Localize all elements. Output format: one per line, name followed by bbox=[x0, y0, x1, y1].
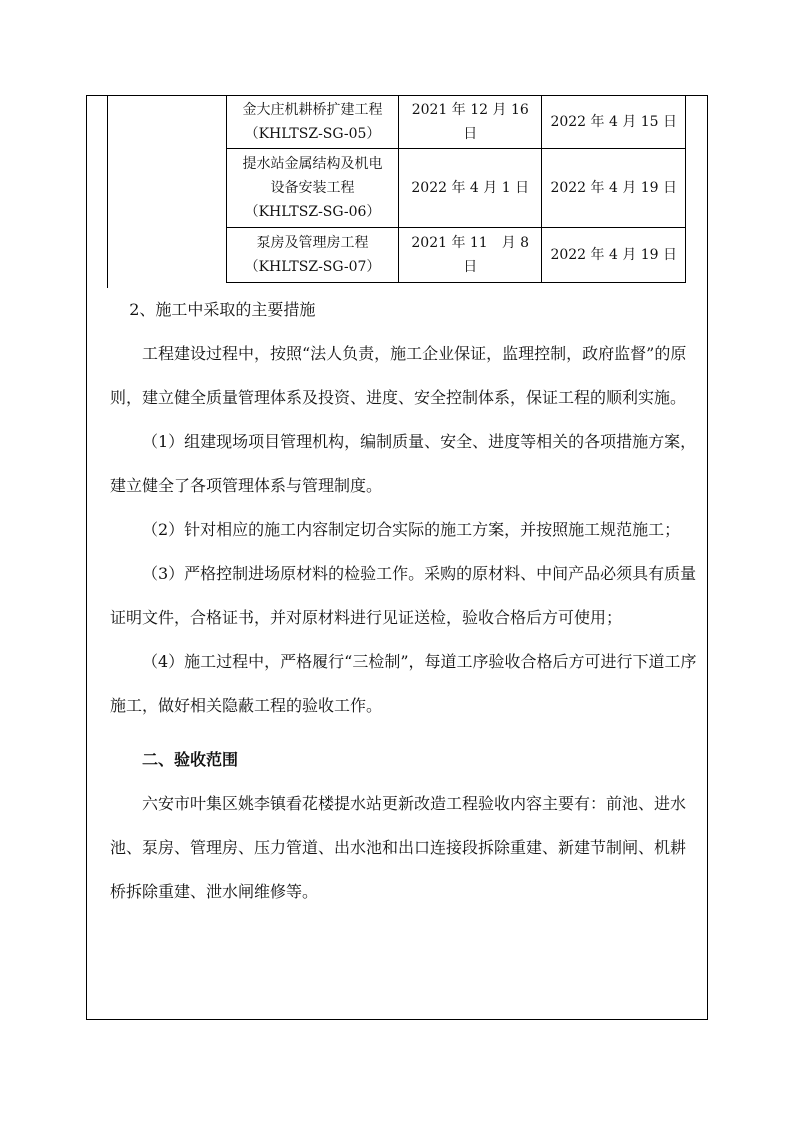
project-code: （KHLTSZ-SG-05） bbox=[244, 126, 381, 142]
measure-item: （4）施工过程中，严格履行“三检制”，每道工序验收合格后方可进行下道工序施工，做好相关隐蔽工程的验收工作。 bbox=[110, 652, 697, 715]
measure-item: （2）针对相应的施工内容制定切合实际的施工方案，并按照施工规范施工； bbox=[142, 520, 681, 539]
project-schedule-table bbox=[226, 95, 686, 283]
measure-item: （1）组建现场项目管理机构，编制质量、安全、进度等相关的各项措施方案，建立健全了各项管理体系与管理制度。 bbox=[110, 432, 697, 495]
project-name-cell bbox=[227, 228, 399, 283]
paragraph: 工程建设过程中，按照“法人负责，施工企业保证，监理控制，政府监督”的原则，建立健全质量管理体系及投资、进度、安全控制体系，保证工程的顺利实施。 bbox=[110, 344, 687, 407]
start-date-cell: 2021 年 11 月 8 日 bbox=[398, 228, 542, 283]
measure-item: （3）严格控制进场原材料的检验工作。采购的原材料、中间产品必须具有质量证明文件，合格证书，并对原材料进行见证送检，验收合格后方可使用； bbox=[110, 564, 697, 627]
table-row bbox=[227, 96, 686, 149]
body-text bbox=[110, 288, 700, 914]
table-row bbox=[227, 149, 686, 228]
section-heading: 2、施工中采取的主要措施 bbox=[129, 300, 316, 319]
end-date-cell: 2022 年 4 月 19 日 bbox=[542, 149, 686, 228]
start-date-cell: 2022 年 4 月 1 日 bbox=[398, 149, 542, 228]
table-row bbox=[227, 228, 686, 283]
project-code: （KHLTSZ-SG-07） bbox=[244, 259, 381, 275]
project-name-cell bbox=[227, 149, 399, 228]
table-left-column-rule bbox=[107, 95, 108, 288]
project-code: （KHLTSZ-SG-06） bbox=[244, 204, 381, 220]
project-name-cont: 设备安装工程 bbox=[270, 180, 355, 196]
section-title: 二、验收范围 bbox=[142, 750, 239, 769]
end-date-cell: 2022 年 4 月 15 日 bbox=[542, 96, 686, 149]
end-date-cell: 2022 年 4 月 19 日 bbox=[542, 228, 686, 283]
project-name: 提水站金属结构及机电 bbox=[242, 156, 383, 172]
start-date-cell: 2021 年 12 月 16 日 bbox=[398, 96, 542, 149]
project-name: 泵房及管理房工程 bbox=[256, 235, 369, 251]
paragraph: 六安市叶集区姚李镇看花楼提水站更新改造工程验收内容主要有：前池、进水池、泵房、管理房、压力管道、出水池和出口连接段拆除重建、新建节制闸、机耕桥拆除重建、泄水闸维修等。 bbox=[110, 794, 687, 901]
project-name-cell bbox=[227, 96, 399, 149]
project-name: 金大庄机耕桥扩建工程 bbox=[242, 102, 383, 118]
